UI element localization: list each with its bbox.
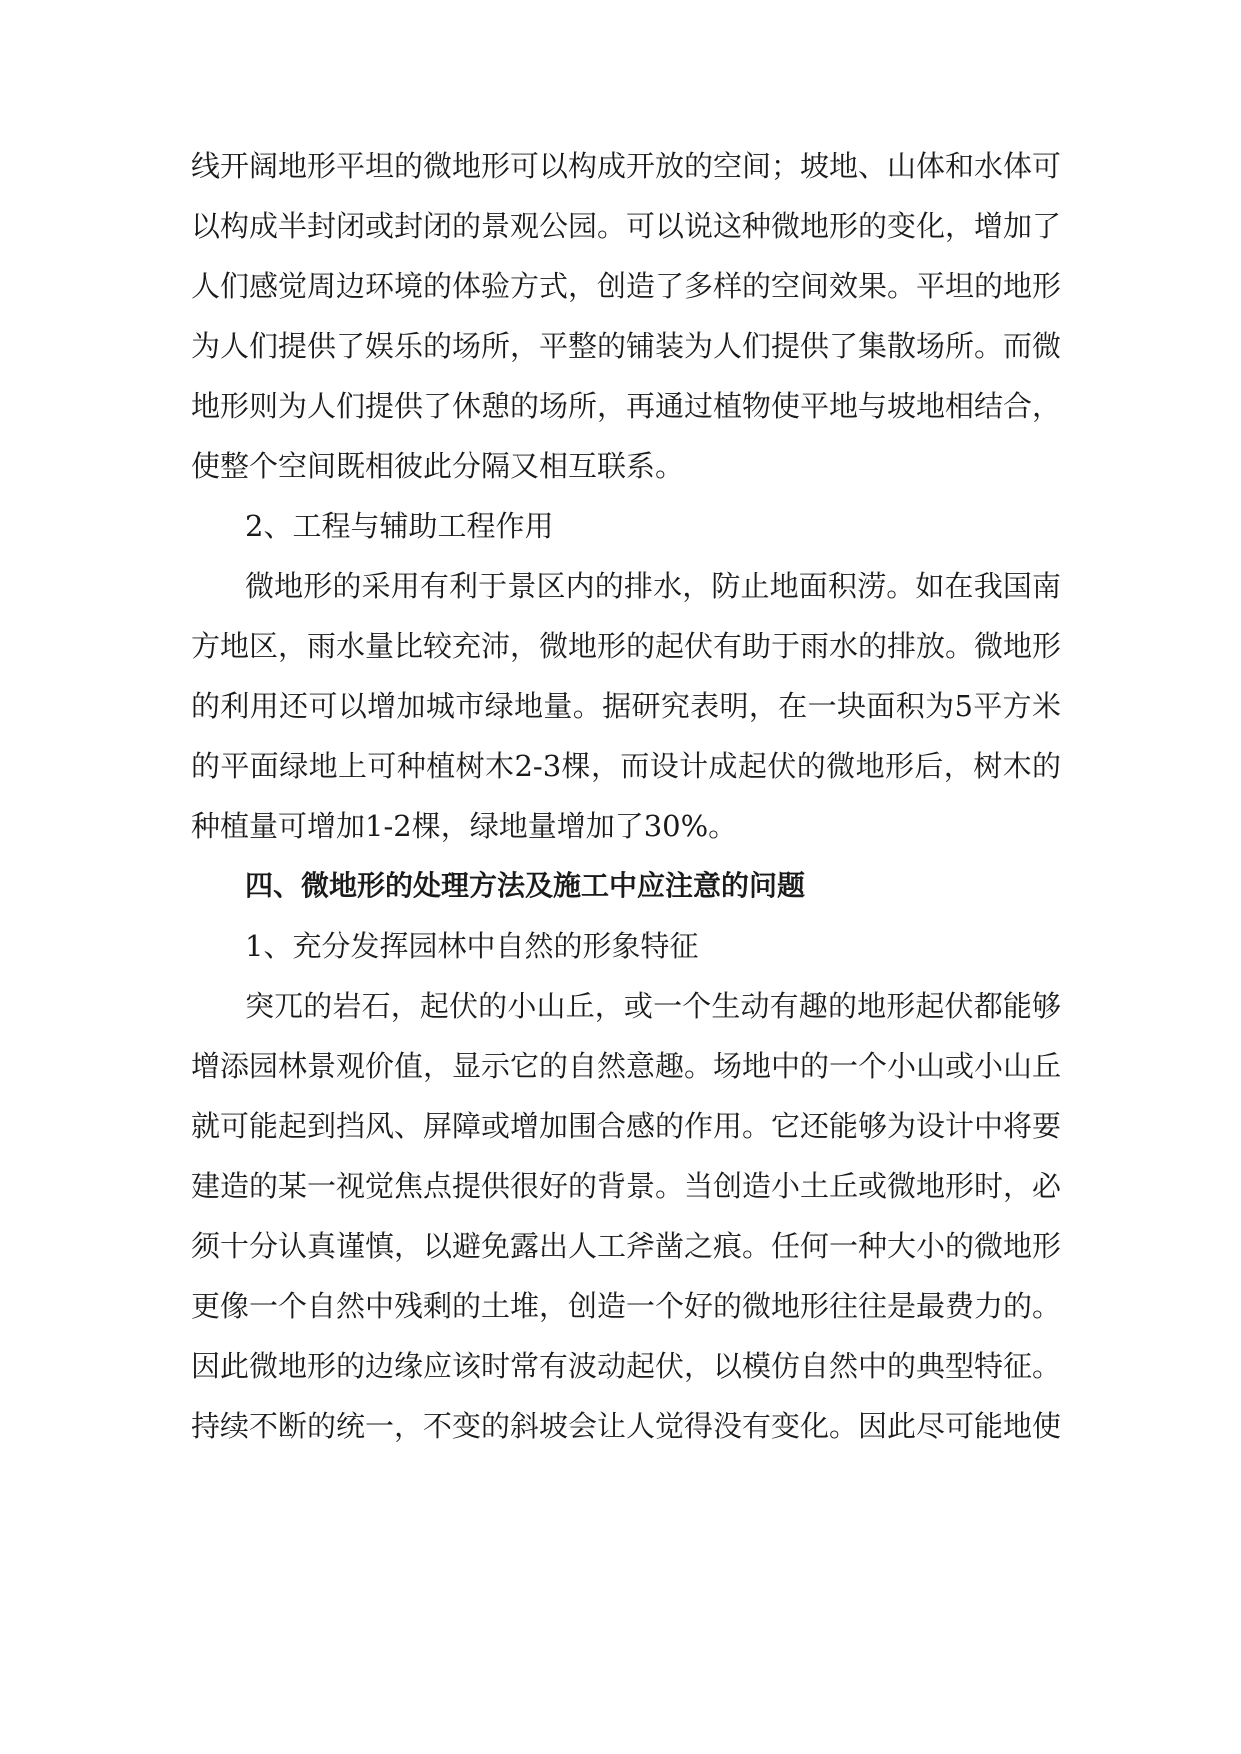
paragraph-line: 建造的某一视觉焦点提供很好的背景。当创造小土丘或微地形时，必 bbox=[191, 1169, 1061, 1203]
paragraph-line: 地形则为人们提供了休憩的场所，再通过植物使平地与坡地相结合， bbox=[191, 389, 1061, 423]
paragraph-line: 的利用还可以增加城市绿地量。据研究表明，在一块面积为5平方米 bbox=[191, 689, 1061, 723]
paragraph-line: 持续不断的统一，不变的斜坡会让人觉得没有变化。因此尽可能地使 bbox=[191, 1409, 1061, 1443]
paragraph-line: 须十分认真谨慎，以避免露出人工斧凿之痕。任何一种大小的微地形 bbox=[191, 1229, 1061, 1263]
subheading: 2、工程与辅助工程作用 bbox=[245, 509, 554, 543]
paragraph-line: 方地区，雨水量比较充沛，微地形的起伏有助于雨水的排放。微地形 bbox=[191, 629, 1061, 663]
paragraph-line: 增添园林景观价值，显示它的自然意趣。场地中的一个小山或小山丘 bbox=[191, 1049, 1061, 1083]
paragraph-line: 突兀的岩石，起伏的小山丘，或一个生动有趣的地形起伏都能够 bbox=[245, 989, 1061, 1023]
paragraph-line: 为人们提供了娱乐的场所，平整的铺装为人们提供了集散场所。而微 bbox=[191, 329, 1061, 363]
paragraph-line: 因此微地形的边缘应该时常有波动起伏，以模仿自然中的典型特征。 bbox=[191, 1349, 1061, 1383]
section-heading: 四、微地形的处理方法及施工中应注意的问题 bbox=[245, 869, 806, 902]
paragraph-line: 以构成半封闭或封闭的景观公园。可以说这种微地形的变化，增加了 bbox=[191, 209, 1061, 243]
paragraph-line: 更像一个自然中残剩的土堆，创造一个好的微地形往往是最费力的。 bbox=[191, 1289, 1061, 1323]
paragraph-line: 使整个空间既相彼此分隔又相互联系。 bbox=[191, 449, 685, 483]
paragraph-line: 就可能起到挡风、屏障或增加围合感的作用。它还能够为设计中将要 bbox=[191, 1109, 1061, 1143]
paragraph-line: 的平面绿地上可种植树木2-3棵，而设计成起伏的微地形后，树木的 bbox=[191, 749, 1061, 783]
paragraph-line: 线开阔地形平坦的微地形可以构成开放的空间；坡地、山体和水体可 bbox=[191, 149, 1061, 183]
paragraph-line: 人们感觉周边环境的体验方式，创造了多样的空间效果。平坦的地形 bbox=[191, 269, 1061, 303]
paragraph-line: 种植量可增加1-2棵，绿地量增加了30%。 bbox=[191, 809, 738, 843]
subheading: 1、充分发挥园林中自然的形象特征 bbox=[245, 929, 699, 963]
paragraph-line: 微地形的采用有利于景区内的排水，防止地面积涝。如在我国南 bbox=[245, 569, 1061, 603]
